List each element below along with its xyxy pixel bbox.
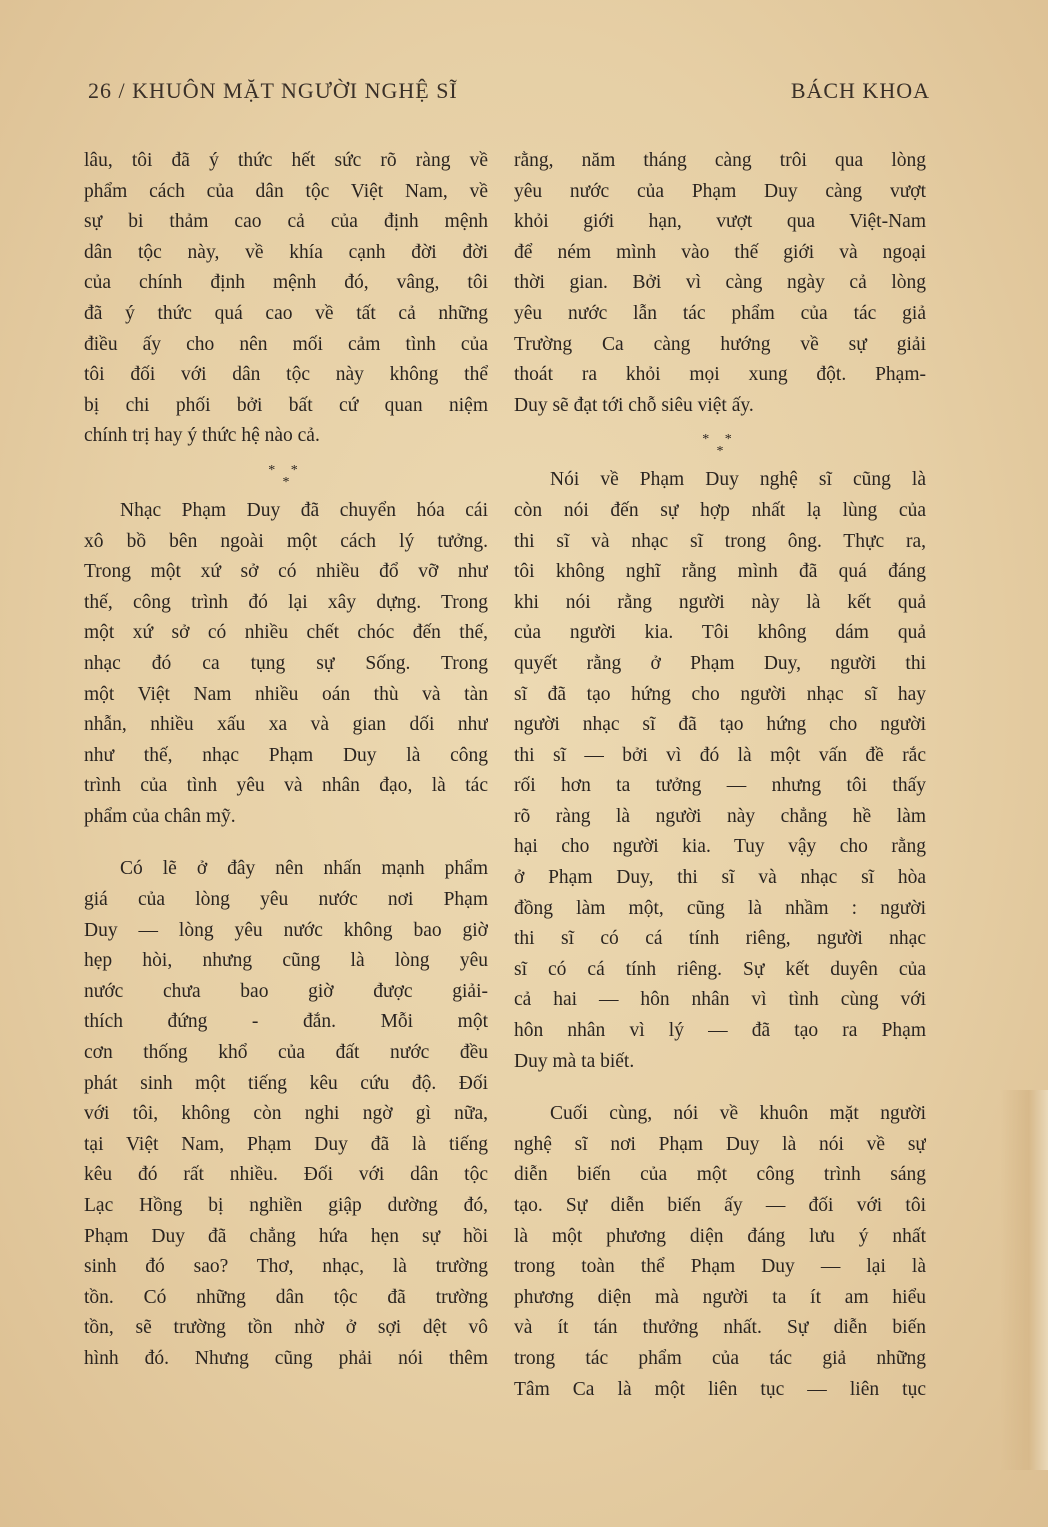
text-line: thi sĩ — bởi vì đó là một vấn đề rắc	[514, 744, 926, 766]
text-line: thi sĩ và nhạc sĩ trong ông. Thực ra,	[514, 530, 926, 552]
publication-name: BÁCH KHOA	[790, 78, 930, 103]
text-line: còn nói đến sự hợp nhất lạ lùng của	[514, 499, 926, 521]
text-line: thoát ra khỏi mọi xung đột. Phạm-	[514, 364, 926, 386]
paragraph	[84, 496, 488, 833]
paragraph	[514, 146, 926, 421]
text-line: lâu, tôi đã ý thức hết sức rõ ràng về	[84, 150, 488, 171]
text-line: thích đứng - đắn. Mỗi một	[84, 1011, 488, 1033]
text-line: tại Việt Nam, Phạm Duy đã là tiếng	[84, 1133, 488, 1155]
text-line: Duy mà ta biết.	[514, 1050, 635, 1072]
text-line: Trong một xứ sở có nhiều đổ vỡ như	[84, 561, 488, 583]
text-line: một Việt Nam nhiều oán thù và tàn	[84, 683, 488, 705]
text-line: Duy sẽ đạt tới chỗ siêu việt ấy.	[514, 394, 754, 416]
text-line: trong tác phẩm của tác giả những	[514, 1347, 926, 1369]
text-line: đã ý thức quá cao về tất cả những	[84, 302, 488, 324]
text-line: Nói về Phạm Duy nghệ sĩ cũng là	[550, 469, 926, 491]
section-ornament	[514, 421, 926, 465]
paragraph	[514, 1099, 926, 1405]
ornament-stars-top: * *	[702, 432, 738, 448]
text-line: chính trị hay ý thức hệ nào cả.	[84, 425, 320, 447]
text-line: ở Phạm Duy, thi sĩ và nhạc sĩ hòa	[514, 867, 926, 889]
text-line: thời gian. Bởi vì càng ngày cả lòng	[514, 272, 926, 294]
text-line: và ít tán thưởng nhất. Sự diễn biến	[514, 1317, 926, 1339]
running-header	[88, 78, 930, 108]
text-line: của chính định mệnh đó, vâng, tôi	[84, 272, 488, 294]
text-line: hình đó. Nhưng cũng phải nói thêm	[84, 1347, 488, 1369]
text-line: hẹp hòi, nhưng cũng là lòng yêu	[84, 950, 488, 972]
ornament-star-bottom: *	[282, 474, 290, 490]
ornament-star-bottom: *	[716, 444, 724, 460]
text-line: người nhạc sĩ đã tạo hứng cho người	[514, 714, 926, 736]
text-line: tồn, sẽ trường tồn nhờ ở sợi dệt vô	[84, 1317, 488, 1339]
text-line: đồng làm một, cũng là nhầm : người	[514, 897, 926, 919]
text-line: trong toàn thể Phạm Duy — lại là	[514, 1256, 926, 1278]
paragraph	[514, 465, 926, 1077]
text-line: để ném mình vào thế giới và ngoại	[514, 241, 926, 263]
text-line: thi sĩ có cá tính riêng, người nhạc	[514, 928, 926, 950]
left-column	[84, 146, 488, 1375]
text-line: bị chi phối bởi bất cứ quan niệm	[84, 394, 488, 416]
text-line: dân tộc này, về khía cạnh đời đời	[84, 241, 488, 263]
text-line: tạo. Sự diễn biến ấy — đối với tôi	[514, 1195, 926, 1216]
text-line: với tôi, không còn nghi ngờ gì nữa,	[84, 1103, 488, 1125]
section-ornament	[84, 452, 488, 496]
text-line: nghệ sĩ nơi Phạm Duy là nói về sự	[514, 1133, 926, 1155]
text-line: rối hơn ta tưởng — nhưng tôi thấy	[514, 775, 926, 797]
text-line: như thế, nhạc Phạm Duy là công	[84, 744, 488, 766]
text-line: khi nói rằng người này là kết quả	[514, 591, 926, 613]
text-line: của người kia. Tôi không dám quả	[514, 622, 926, 644]
text-line: nhạc đó ca tụng sự Sống. Trong	[84, 652, 488, 674]
text-line: Tâm Ca là một liên tục — liên tục	[514, 1378, 926, 1400]
text-line: phát sinh một tiếng kêu cứu độ. Đối	[84, 1072, 488, 1094]
text-line: Có lẽ ở đây nên nhấn mạnh phẩm	[120, 858, 488, 880]
text-line: cả hai — hôn nhân vì tình cùng với	[514, 989, 926, 1011]
text-line: sự bi thảm cao cả của định mệnh	[84, 211, 488, 233]
text-line: kêu đó rất nhiều. Đối với dân tộc	[84, 1164, 488, 1186]
worn-page-edge	[1000, 1090, 1048, 1470]
text-line: Nhạc Phạm Duy đã chuyển hóa cái	[120, 499, 488, 521]
text-line: diễn biến của một công trình sáng	[514, 1164, 926, 1186]
text-line: thế, công trình đó lại xây dựng. Trong	[84, 591, 488, 613]
text-line: tôi đối với dân tộc này không thể	[84, 364, 488, 386]
text-line: Lạc Hồng bị nghiền giập dường đó,	[84, 1195, 488, 1216]
right-column	[514, 146, 926, 1405]
text-line: phẩm của chân mỹ.	[84, 805, 236, 827]
text-line: khỏi giới hạn, vượt qua Việt-Nam	[514, 211, 926, 233]
ornament-stars-top: * *	[268, 462, 304, 478]
text-line: phẩm cách của dân tộc Việt Nam, về	[84, 180, 488, 202]
text-line: giá của lòng yêu nước nơi Phạm	[84, 889, 488, 911]
text-line: Trường Ca càng hướng về sự giải	[514, 333, 926, 355]
text-line: yêu nước của Phạm Duy càng vượt	[514, 180, 926, 202]
text-line: sĩ có cá tính riêng. Sự kết duyên của	[514, 958, 926, 980]
text-line: tôi không nghĩ rằng mình đã quá đáng	[514, 561, 926, 583]
text-line: xô bồ bên ngoài một cách lý tưởng.	[84, 530, 488, 552]
text-line: phương diện mà người ta ít am hiểu	[514, 1286, 926, 1308]
text-line: Duy — lòng yêu nước không bao giờ	[84, 919, 488, 941]
text-line: cơn thống khổ của đất nước đều	[84, 1042, 488, 1064]
text-line: trình của tình yêu và nhân đạo, là tác	[84, 775, 488, 797]
text-line: quyết rằng ở Phạm Duy, người thi	[514, 652, 926, 674]
paragraph	[84, 146, 488, 452]
text-line: là một phương diện đáng lưu ý nhất	[514, 1225, 926, 1247]
text-line: nước chưa bao giờ được giải-	[84, 980, 488, 1002]
text-line: sinh đó sao? Thơ, nhạc, là trường	[84, 1256, 488, 1278]
text-line: yêu nước lẫn tác phẩm của tác giả	[514, 302, 926, 324]
text-line: tồn. Có những dân tộc đã trường	[84, 1286, 488, 1308]
text-line: rõ ràng là người này chẳng hề làm	[514, 805, 926, 827]
text-line: nhẫn, nhiều xấu xa và gian dối như	[84, 714, 488, 736]
text-line: Cuối cùng, nói về khuôn mặt người	[550, 1103, 926, 1125]
text-line: một xứ sở có nhiều chết chóc đến thế,	[84, 622, 488, 644]
text-line: hại cho người kia. Tuy vậy cho rằng	[514, 836, 926, 858]
text-line: rằng, năm tháng càng trôi qua lòng	[514, 150, 926, 171]
text-line: Phạm Duy đã chẳng hứa hẹn sự hồi	[84, 1225, 488, 1247]
page-title: 26 / KHUÔN MẶT NGƯỜI NGHỆ SĨ	[88, 78, 458, 103]
paragraph	[84, 854, 488, 1374]
text-line: hôn nhân vì lý — đã tạo ra Phạm	[514, 1020, 926, 1042]
text-line: sĩ đã tạo hứng cho người nhạc sĩ hay	[514, 683, 926, 705]
text-line: điều ấy cho nên mối cảm tình của	[84, 333, 488, 355]
